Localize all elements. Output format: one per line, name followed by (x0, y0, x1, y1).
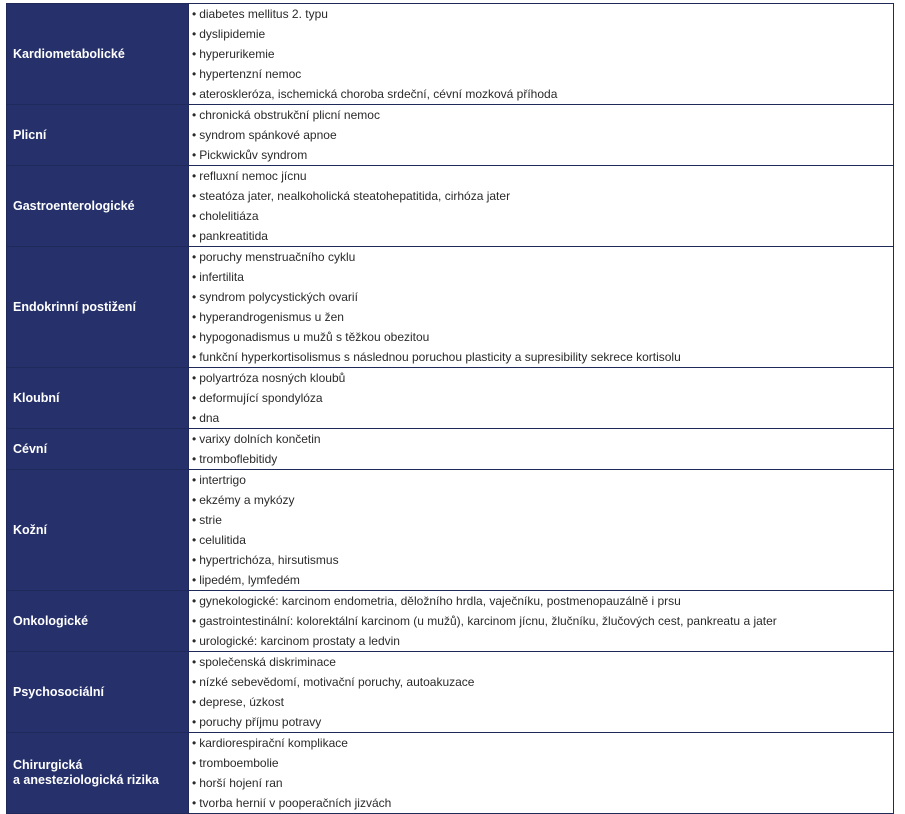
category-cell (7, 4, 189, 105)
bullet-icon: • (192, 796, 197, 810)
list-item (189, 570, 893, 590)
list-item-text: gynekologické: karcinom endometria, děložního hrdla, vaječníku, postmenopauzálně i prsu (199, 594, 681, 608)
list-item (189, 449, 893, 469)
bullet-icon: • (192, 250, 197, 264)
bullet-icon: • (192, 330, 197, 344)
list-item (189, 631, 893, 651)
items-cell (189, 591, 894, 652)
list-item-text: tromboflebitidy (199, 452, 278, 466)
list-item (189, 226, 893, 246)
category-cell (7, 470, 189, 591)
list-item (189, 429, 893, 449)
list-item (189, 368, 893, 388)
table-row (7, 591, 894, 652)
category-cell (7, 652, 189, 733)
list-item-text: tromboembolie (199, 756, 279, 770)
bullet-icon: • (192, 411, 197, 425)
table-row (7, 733, 894, 814)
category-label-line: Chirurgická (13, 758, 83, 772)
list-item-text: gastrointestinální: kolorektální karcinom (u mužů), karcinom jícnu, žlučníku, žlučových cest, pankreatu a jater (199, 614, 777, 628)
list-item (189, 4, 893, 24)
list-item (189, 287, 893, 307)
list-item-text: Pickwickův syndrom (199, 148, 308, 162)
bullet-icon: • (192, 148, 197, 162)
bullet-icon: • (192, 513, 197, 527)
bullet-icon: • (192, 371, 197, 385)
table-row (7, 652, 894, 733)
list-item (189, 470, 893, 490)
list-item-text: syndrom polycystických ovarií (199, 290, 358, 304)
list-item-text: funkční hyperkortisolismus s následnou poruchou plasticity a supresibility sekrece kortisolu (199, 350, 681, 364)
bullet-icon: • (192, 7, 197, 21)
bullet-icon: • (192, 655, 197, 669)
list-item-text: dna (199, 411, 220, 425)
list-item (189, 347, 893, 367)
bullet-icon: • (192, 290, 197, 304)
list-item-text: společenská diskriminace (199, 655, 336, 669)
list-item (189, 490, 893, 510)
list-item-text: deprese, úzkost (199, 695, 284, 709)
items-cell (189, 368, 894, 429)
list-item (189, 247, 893, 267)
list-item-text: poruchy menstruačního cyklu (199, 250, 356, 264)
list-item-text: polyartróza nosných kloubů (199, 371, 346, 385)
bullet-icon: • (192, 614, 197, 628)
list-item (189, 530, 893, 550)
bullet-icon: • (192, 715, 197, 729)
category-label: Endokrinní postižení (13, 299, 136, 314)
category-label-line: a anesteziologická rizika (13, 773, 159, 787)
list-item (189, 44, 893, 64)
bullet-icon: • (192, 350, 197, 364)
list-item-text: hyperurikemie (199, 47, 275, 61)
category-cell (7, 429, 189, 470)
list-item (189, 84, 893, 104)
bullet-icon: • (192, 270, 197, 284)
bullet-icon: • (192, 310, 197, 324)
list-item-text: hypertenzní nemoc (199, 67, 302, 81)
bullet-icon: • (192, 169, 197, 183)
list-item-text: steatóza jater, nealkoholická steatohepatitida, cirhóza jater (199, 189, 511, 203)
bullet-icon: • (192, 47, 197, 61)
list-item-text: lipedém, lymfedém (199, 573, 300, 587)
list-item-text: intertrigo (199, 473, 246, 487)
list-item-text: infertilita (199, 270, 244, 284)
bullet-icon: • (192, 756, 197, 770)
list-item (189, 611, 893, 631)
list-item-text: kardiorespirační komplikace (199, 736, 348, 750)
list-item-text: deformující spondylóza (199, 391, 323, 405)
bullet-icon: • (192, 128, 197, 142)
list-item (189, 510, 893, 530)
bullet-icon: • (192, 87, 197, 101)
list-item-text: hypogonadismus u mužů s těžkou obezitou (199, 330, 430, 344)
category-cell (7, 368, 189, 429)
items-cell (189, 652, 894, 733)
bullet-icon: • (192, 432, 197, 446)
list-item-text: varixy dolních končetin (199, 432, 321, 446)
category-label: Psychosociální (13, 684, 105, 699)
list-item-text: pankreatitida (199, 229, 268, 243)
bullet-icon: • (192, 27, 197, 41)
table-row (7, 368, 894, 429)
bullet-icon: • (192, 493, 197, 507)
items-cell (189, 166, 894, 247)
list-item-text: urologické: karcinom prostaty a ledvin (199, 634, 400, 648)
table-row (7, 166, 894, 247)
category-cell (7, 166, 189, 247)
bullet-icon: • (192, 452, 197, 466)
list-item-text: hyperandrogenismus u žen (199, 310, 344, 324)
bullet-icon: • (192, 533, 197, 547)
list-item (189, 591, 893, 611)
bullet-icon: • (192, 108, 197, 122)
list-item (189, 712, 893, 732)
list-item (189, 793, 893, 813)
bullet-icon: • (192, 189, 197, 203)
bullet-icon: • (192, 594, 197, 608)
list-item-text: nízké sebevědomí, motivační poruchy, autoakuzace (199, 675, 475, 689)
bullet-icon: • (192, 634, 197, 648)
list-item-text: cholelitiáza (199, 209, 259, 223)
list-item-text: syndrom spánkové apnoe (199, 128, 337, 142)
table-row (7, 105, 894, 166)
list-item-text: hypertrichóza, hirsutismus (199, 553, 339, 567)
bullet-icon: • (192, 695, 197, 709)
list-item-text: poruchy příjmu potravy (199, 715, 322, 729)
items-cell (189, 247, 894, 368)
category-label: Cévní (13, 441, 48, 456)
items-cell (189, 470, 894, 591)
table-row (7, 247, 894, 368)
items-cell (189, 4, 894, 105)
table-row (7, 429, 894, 470)
bullet-icon: • (192, 776, 197, 790)
list-item (189, 24, 893, 44)
bullet-icon: • (192, 391, 197, 405)
list-item (189, 206, 893, 226)
list-item-text: ekzémy a mykózy (199, 493, 295, 507)
bullet-icon: • (192, 473, 197, 487)
list-item-text: ateroskleróza, ischemická choroba srdeční, cévní mozková příhoda (199, 87, 558, 101)
category-label: Plicní (13, 127, 47, 142)
list-item (189, 64, 893, 84)
list-item-text: strie (199, 513, 222, 527)
list-item-text: dyslipidemie (199, 27, 266, 41)
category-cell (7, 591, 189, 652)
table-body (7, 4, 894, 814)
list-item-text: horší hojení ran (199, 776, 283, 790)
list-item (189, 166, 893, 186)
list-item (189, 550, 893, 570)
list-item (189, 652, 893, 672)
list-item (189, 408, 893, 428)
items-cell (189, 105, 894, 166)
list-item (189, 145, 893, 165)
list-item (189, 125, 893, 145)
category-cell (7, 733, 189, 814)
category-label: Gastroenterologické (13, 198, 135, 213)
list-item (189, 753, 893, 773)
bullet-icon: • (192, 553, 197, 567)
category-label: Onkologické (13, 613, 89, 628)
complications-table (6, 3, 894, 814)
list-item-text: celulitida (199, 533, 246, 547)
bullet-icon: • (192, 209, 197, 223)
list-item-text: diabetes mellitus 2. typu (199, 7, 328, 21)
items-cell (189, 733, 894, 814)
category-label: Kloubní (13, 390, 60, 405)
list-item (189, 327, 893, 347)
category-label: Kožní (13, 522, 48, 537)
list-item (189, 692, 893, 712)
bullet-icon: • (192, 736, 197, 750)
list-item (189, 267, 893, 287)
items-cell (189, 429, 894, 470)
list-item-text: refluxní nemoc jícnu (199, 169, 307, 183)
table-row (7, 470, 894, 591)
list-item (189, 307, 893, 327)
bullet-icon: • (192, 67, 197, 81)
list-item (189, 733, 893, 753)
category-cell (7, 105, 189, 166)
bullet-icon: • (192, 229, 197, 243)
table-row (7, 4, 894, 105)
list-item-text: tvorba hernií v pooperačních jizvách (199, 796, 392, 810)
list-item (189, 773, 893, 793)
list-item (189, 105, 893, 125)
category-label: Kardiometabolické (13, 46, 125, 61)
bullet-icon: • (192, 573, 197, 587)
bullet-icon: • (192, 675, 197, 689)
list-item (189, 672, 893, 692)
list-item-text: chronická obstrukční plicní nemoc (199, 108, 380, 122)
list-item (189, 186, 893, 206)
list-item (189, 388, 893, 408)
category-cell (7, 247, 189, 368)
